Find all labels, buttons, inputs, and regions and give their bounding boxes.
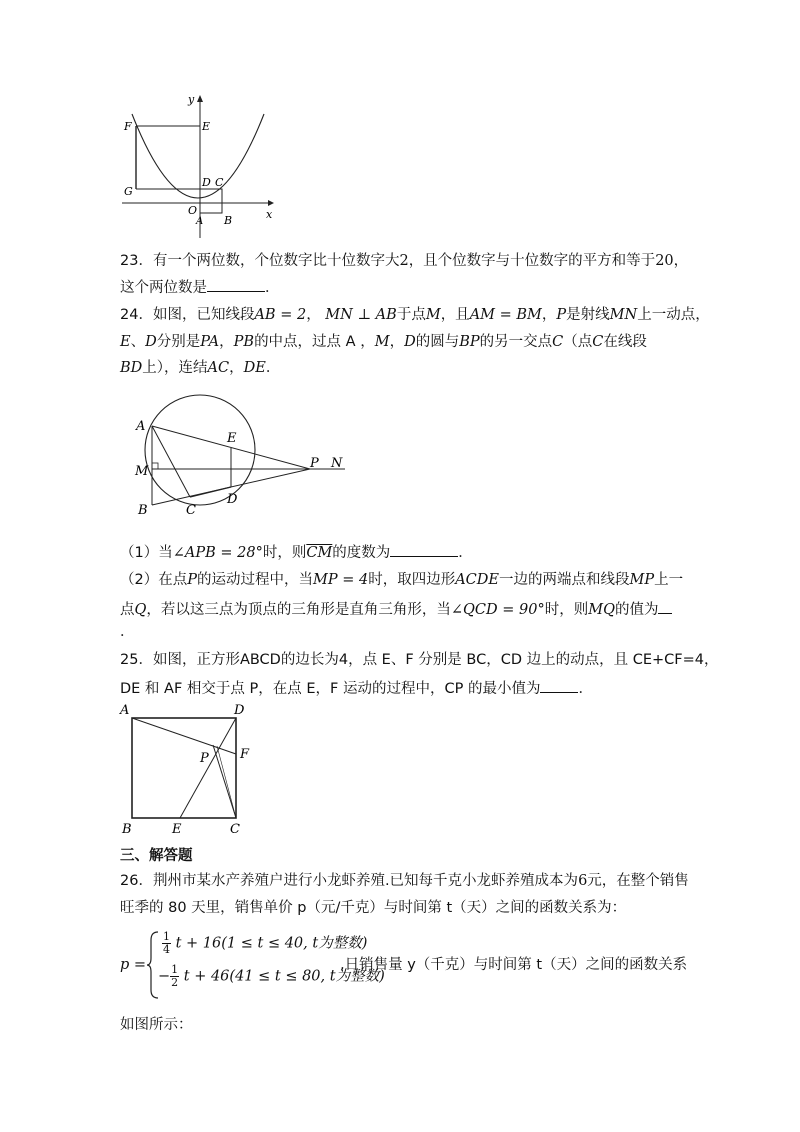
q26-cost: 6 (578, 873, 588, 889)
q24-t2: ， (306, 307, 321, 323)
q24-sub2-acde: ACDE (455, 572, 499, 588)
q26-frac-1-4: $\frac{1}{4}$ (163, 930, 170, 956)
q24-t14: 的另一交点 (479, 334, 553, 350)
q24-sub1-t2: 时，则 (262, 545, 307, 561)
q23-text-b: ，且个位数字与十位数字的平方和等于 (408, 253, 656, 269)
q24-t11: 的中点，过点 A ， (254, 334, 375, 350)
y-axis-arrow (197, 95, 203, 102)
q24-sub2-MP: MP (629, 572, 655, 588)
q24-t10: ， (219, 334, 234, 350)
q23-line2 (120, 277, 280, 298)
q24-C: C (552, 334, 564, 350)
q26-line1 (120, 871, 689, 891)
q24-sub2-mp4: MP = 4 (313, 572, 369, 588)
q25-end: ． (578, 681, 593, 697)
q25-text-b: DE 和 AF 相交于点 P，在点 E，F 运动的过程中，CP 的最小值为 (120, 681, 541, 697)
label-N: N (331, 456, 343, 471)
parabola-figure (118, 92, 278, 242)
q25-text-a: 25．如图，正方形ABCD的边长为4，点 E、F 分别是 BC，CD 边上的动点，且 CE+CF=4， (120, 652, 719, 668)
label-x: x (266, 208, 273, 221)
parabola-curve (132, 114, 264, 198)
q24-sub2-t8: 时，则 (544, 602, 589, 618)
label-O: O (188, 204, 198, 217)
q24-angle-apb: ∠APB = 28° (172, 545, 263, 561)
q24-sub2-t4: 一边的两端点和线段 (498, 572, 630, 588)
q24-sub2-t6: 点 (120, 602, 135, 618)
q24-t1: 24．如图，已知线段 (120, 307, 255, 323)
q24-t8: 、 (130, 334, 146, 350)
rect-dcba (200, 189, 222, 213)
label-C: C (186, 503, 196, 518)
q23-answer-blank[interactable] (207, 277, 265, 292)
q24-t16: 在线段 (603, 334, 647, 350)
label-D: D (227, 492, 238, 507)
q24-t18: ， (229, 360, 244, 376)
q24-t17: 上），连结 (142, 360, 208, 376)
q25-line2 (120, 678, 593, 699)
q24-arc-cm: $\overline{CM}$ (306, 545, 333, 561)
segment-DE (180, 718, 236, 818)
q24-sub2-P: P (187, 572, 197, 588)
label-F: F (124, 120, 132, 133)
q23-num-20: 20 (655, 253, 674, 269)
label-C: C (215, 176, 224, 189)
q24-D: D (145, 334, 157, 350)
q24-DE: DE (243, 360, 266, 376)
label-A: A (196, 216, 204, 227)
q24-C2: C (592, 334, 604, 350)
q24-sub1-answer-blank[interactable] (390, 542, 458, 557)
q24-M2: M (374, 334, 390, 350)
q24-sub1 (120, 542, 473, 563)
q24-ab2: AB = 2 (254, 307, 307, 323)
q24-E: E (120, 334, 131, 350)
label-B: B (138, 503, 148, 518)
q26-last: 如图所示： (120, 1017, 193, 1033)
q24-sub2-t3: 时，取四边形 (368, 572, 456, 588)
q26-p-eq: p = (120, 957, 147, 973)
q24-PA: PA (200, 334, 220, 350)
q24-line1 (120, 305, 710, 325)
segment-CD (190, 487, 231, 497)
q24-MN: MN (609, 307, 638, 323)
q24-t19: ． (265, 360, 281, 376)
label-F: F (240, 747, 250, 762)
q24-line3 (120, 358, 280, 378)
q24-sub2-t2: 的运动过程中，当 (197, 572, 313, 588)
q23-text-a: 23．有一个两位数，个位数字比十位数字大 (120, 253, 400, 269)
q24-sub2-dot: ． (120, 624, 135, 640)
q23-end: ． (265, 280, 280, 296)
q25-answer-blank[interactable] (540, 678, 578, 693)
q26-line2 (120, 898, 626, 918)
q24-sub2-t7: ，若以这三点为顶点的三角形是直角三角形，当 (146, 602, 451, 618)
segment-CP (213, 745, 236, 818)
q24-sub2-t9: 的值为 (614, 602, 659, 618)
q23-line1 (120, 251, 688, 271)
label-E: E (172, 822, 182, 837)
q24-t6: 是射线 (566, 307, 610, 323)
circle-figure (130, 393, 360, 518)
q24-t15: （点 (563, 334, 593, 350)
segment-AF (132, 718, 236, 754)
q24-sub2-line2 (120, 599, 672, 620)
q24-t13: 的圆与 (415, 334, 460, 350)
q25-line1 (120, 650, 719, 670)
q24-t12: ， (389, 334, 405, 350)
q24-sub2-t5: 上一 (654, 572, 684, 588)
q24-t7: 上一动点， (637, 307, 710, 323)
q24-BP: BP (459, 334, 480, 350)
q26-case1 (162, 931, 367, 956)
segment-CP2 (217, 746, 236, 818)
q23-text-c: ， (673, 253, 689, 269)
q24-sub1-end: ． (458, 545, 473, 561)
q24-M: M (425, 307, 441, 323)
q24-PB: PB (233, 334, 255, 350)
q24-sub2-line3 (120, 622, 135, 642)
q24-t3: 于点 (396, 307, 426, 323)
q26-after: ,日销售量 y（千克）与时间第 t（天）之间的函数关系 (340, 957, 688, 973)
right-angle-mark (152, 463, 158, 469)
q24-D2: D (404, 334, 416, 350)
q24-sub2-qcd: ∠QCD = 90° (450, 602, 545, 618)
q24-t4: ，且 (440, 307, 470, 323)
label-P: P (200, 751, 209, 766)
q24-sub2-MQ: MQ (588, 602, 615, 618)
label-A: A (120, 703, 130, 718)
label-B: B (122, 822, 132, 837)
q24-sub1-t1: （1）当 (120, 545, 173, 561)
section-heading: 三、解答题 (120, 848, 193, 864)
label-A: A (136, 419, 146, 434)
label-G: G (124, 185, 133, 198)
label-B: B (224, 214, 233, 227)
q24-AC: AC (207, 360, 230, 376)
q26-case2-expr: t + 46(41 ≤ t ≤ 80, t为整数) (183, 968, 385, 985)
q23-text-d: 这个两位数是 (120, 280, 207, 296)
label-D: D (202, 176, 211, 189)
q24-mn-perp-ab: MN ⊥ AB (325, 307, 397, 323)
label-y: y (188, 93, 195, 106)
segment-AC (152, 426, 190, 497)
q24-sub2-line1 (120, 570, 683, 590)
q23-num-2: 2 (399, 253, 409, 269)
q26-frac-1-2: $\frac{1}{2}$ (171, 963, 179, 989)
q24-am-bm: AM = BM (469, 307, 542, 323)
q24-sub2-Q: Q (134, 602, 147, 618)
label-P: P (310, 456, 319, 471)
q26-case1-expr: t + 16(1 ≤ t ≤ 40, t为整数) (175, 935, 368, 952)
q26-text-c: 旺季的 80 天里，销售单价 p（元/千克）与时间第 t（天）之间的函数关系为： (120, 900, 627, 916)
q24-t9: 分别是 (156, 334, 201, 350)
q26-text-b: 元，在整个销售 (587, 873, 689, 889)
x-axis-arrow (268, 200, 274, 206)
label-E: E (227, 431, 237, 446)
label-C: C (230, 822, 240, 837)
q24-P: P (556, 307, 567, 323)
label-E: E (202, 120, 211, 133)
label-M: M (135, 464, 149, 479)
q24-BD: BD (120, 360, 143, 376)
q24-line2 (120, 332, 647, 352)
q24-sub2-answer-blank[interactable] (658, 599, 672, 614)
square-figure (118, 700, 258, 840)
q26-minus: − (158, 968, 171, 985)
q24-sub1-t3: 的度数为 (332, 545, 391, 561)
label-D: D (234, 703, 245, 718)
q24-t5: ， (541, 307, 557, 323)
q26-text-a: 26．荆州市某水产养殖户进行小龙虾养殖.已知每千克小龙虾养殖成本为 (120, 873, 579, 889)
q24-sub2-t1: （2）在点 (120, 572, 188, 588)
